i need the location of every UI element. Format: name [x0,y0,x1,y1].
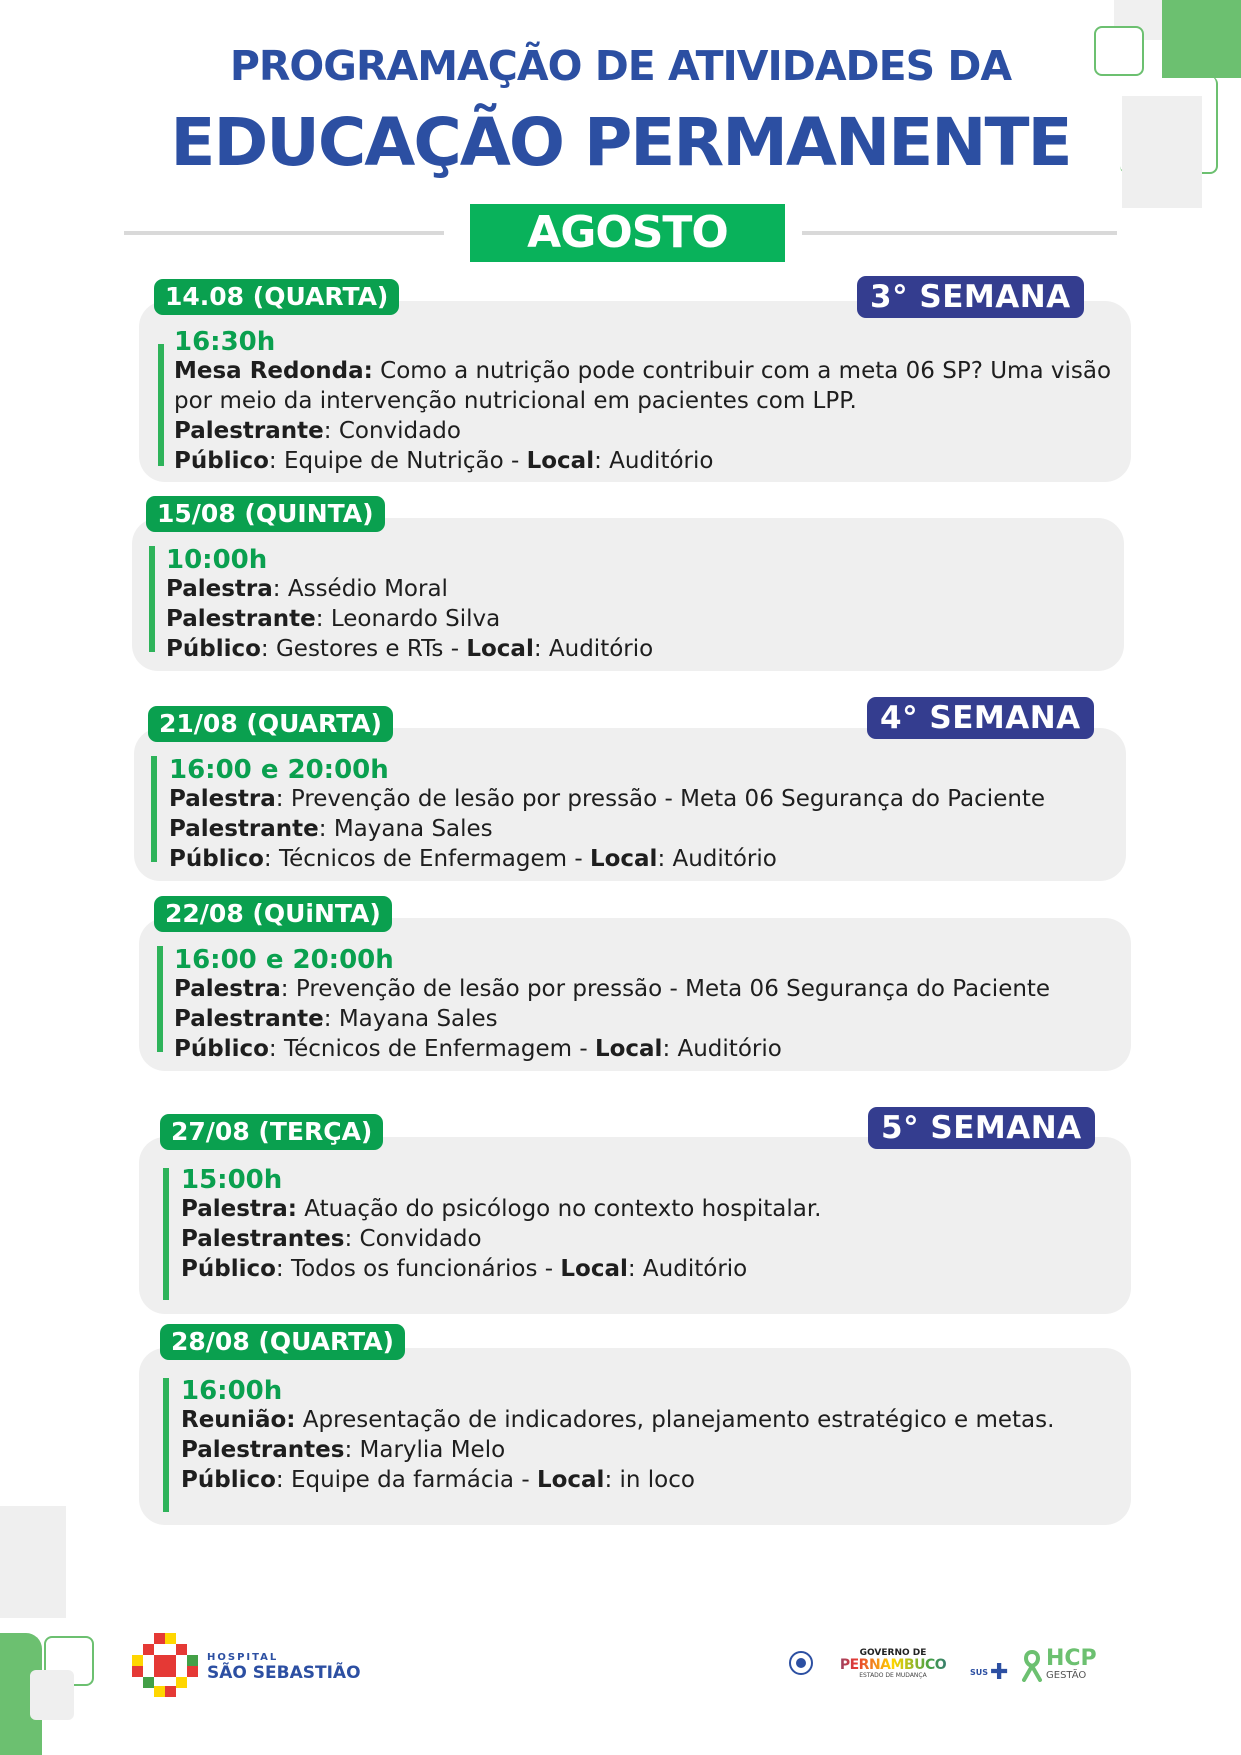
speaker-value: : Mayana Sales [318,816,493,842]
accent-bar [151,756,157,862]
audience-value: : Todos os funcionários - [275,1256,561,1282]
speaker-label: Palestrante [169,816,319,842]
speaker-label: Palestrantes [181,1437,345,1463]
event-time: 16:00 e 20:00h [169,755,389,785]
divider-right [802,231,1117,235]
audience-value: : Técnicos de Enfermagem - [263,846,590,872]
event-type-value: : Assédio Moral [272,576,448,602]
week-badge: 3° SEMANA [857,276,1084,318]
hospital-small-label: HOSPITAL [207,1652,279,1663]
accent-bar [163,1378,169,1512]
event-date-badge: 28/08 (QUARTA) [160,1324,405,1360]
event-details [181,1377,1054,1495]
local-value: : Auditório [657,846,777,872]
audience-label: Público [169,846,264,872]
event-type-label: Reunião: [181,1407,296,1433]
speaker-label: Palestrante [174,1006,324,1032]
local-value: : Auditório [533,636,654,662]
speaker-value: : Leonardo Silva [315,606,501,632]
week-badge: 5° SEMANA [868,1107,1095,1149]
event-date-badge: 14.08 (QUARTA) [154,279,399,315]
divider-left [124,231,444,235]
event-date-badge: 21/08 (QUARTA) [148,706,393,742]
local-label: Local [536,1467,605,1493]
event-time: 15:00h [181,1165,283,1195]
local-value: : Auditório [594,448,714,474]
audience-label: Público [181,1256,276,1282]
week-badge: 4° SEMANA [867,697,1094,739]
hcp-sub-label: GESTÃO [1046,1670,1087,1681]
event-details [166,546,653,664]
event-details [181,1166,821,1284]
hcp-label: HCP [1046,1646,1097,1671]
speaker-label: Palestrante [174,418,324,444]
local-value: : Auditório [627,1256,748,1282]
event-details [174,328,1111,476]
local-label: Local [466,636,534,662]
event-date-badge: 15/08 (QUINTA) [146,496,385,532]
event-date-badge: 27/08 (TERÇA) [160,1114,383,1150]
audience-value: : Técnicos de Enfermagem - [268,1036,595,1062]
local-label: Local [560,1256,628,1282]
event-details [174,946,1050,1064]
corner-decoration-bottom-left [0,1500,120,1755]
event-type-label: Palestra [166,576,273,602]
local-value: : in loco [604,1467,695,1493]
page-title-line2: EDUCAÇÃO PERMANENTE [170,104,1071,181]
event-type-label: Palestra [174,976,281,1002]
event-time: 16:00 e 20:00h [174,945,394,975]
speaker-value: : Convidado [323,418,461,444]
audience-value: : Equipe da farmácia - [275,1467,537,1493]
speaker-label: Palestrantes [181,1226,345,1252]
coat-of-arms-icon [788,1650,814,1676]
hcp-logo [1020,1648,1097,1682]
accent-bar [158,344,164,466]
month-badge: AGOSTO [470,204,785,262]
local-value: : Auditório [662,1036,782,1062]
event-type-value: Atuação do psicólogo no contexto hospitalar. [297,1196,822,1222]
event-type-label: Palestra: [181,1196,297,1222]
hospital-name: SÃO SEBASTIÃO [207,1663,361,1683]
event-date-badge: 22/08 (QUiNTA) [154,896,392,932]
gov-line3: ESTADO DE MUDANÇA [859,1672,927,1679]
event-type-label: Mesa Redonda: [174,358,373,384]
event-details [169,756,1045,874]
hospital-logo-text [207,1652,361,1683]
speaker-label: Palestrante [166,606,316,632]
accent-bar [157,946,163,1052]
sus-label: SUS [970,1668,989,1677]
audience-label: Público [166,636,261,662]
accent-bar [149,546,155,652]
local-label: Local [526,448,595,474]
event-type-value: Como a nutrição pode contribuir com a meta 06 SP? Uma visão [372,358,1112,384]
event-type-value: : Prevenção de lesão por pressão - Meta 06 Segurança do Paciente [275,786,1046,812]
local-label: Local [589,846,658,872]
plus-icon: ✚ [990,1660,1009,1685]
audience-label: Público [181,1467,276,1493]
event-type-value: : Prevenção de lesão por pressão - Meta 06 Segurança do Paciente [280,976,1051,1002]
local-label: Local [594,1036,663,1062]
audience-label: Público [174,448,269,474]
accent-bar [163,1168,169,1300]
hospital-logo-icon [132,1633,198,1701]
event-type-value-cont: por meio da intervenção nutricional em pacientes com LPP. [174,388,857,414]
page-title-line1: PROGRAMAÇÃO DE ATIVIDADES DA [229,42,1012,90]
speaker-value: : Mayana Sales [323,1006,498,1032]
event-time: 10:00h [166,545,268,575]
event-time: 16:30h [174,327,276,357]
audience-value: : Gestores e RTs - [260,636,467,662]
event-type-value: Apresentação de indicadores, planejamento estratégico e metas. [295,1407,1055,1433]
gov-line2: PERNAMBUCO [818,1658,968,1672]
gov-line1: GOVERNO DE [859,1648,927,1658]
ribbon-icon [1020,1648,1044,1682]
event-time: 16:00h [181,1376,283,1406]
sus-logo [970,1660,1008,1685]
speaker-value: : Marylia Melo [344,1437,506,1463]
audience-value: : Equipe de Nutrição - [268,448,527,474]
speaker-value: : Convidado [344,1226,482,1252]
event-type-label: Palestra [169,786,276,812]
audience-label: Público [174,1036,269,1062]
